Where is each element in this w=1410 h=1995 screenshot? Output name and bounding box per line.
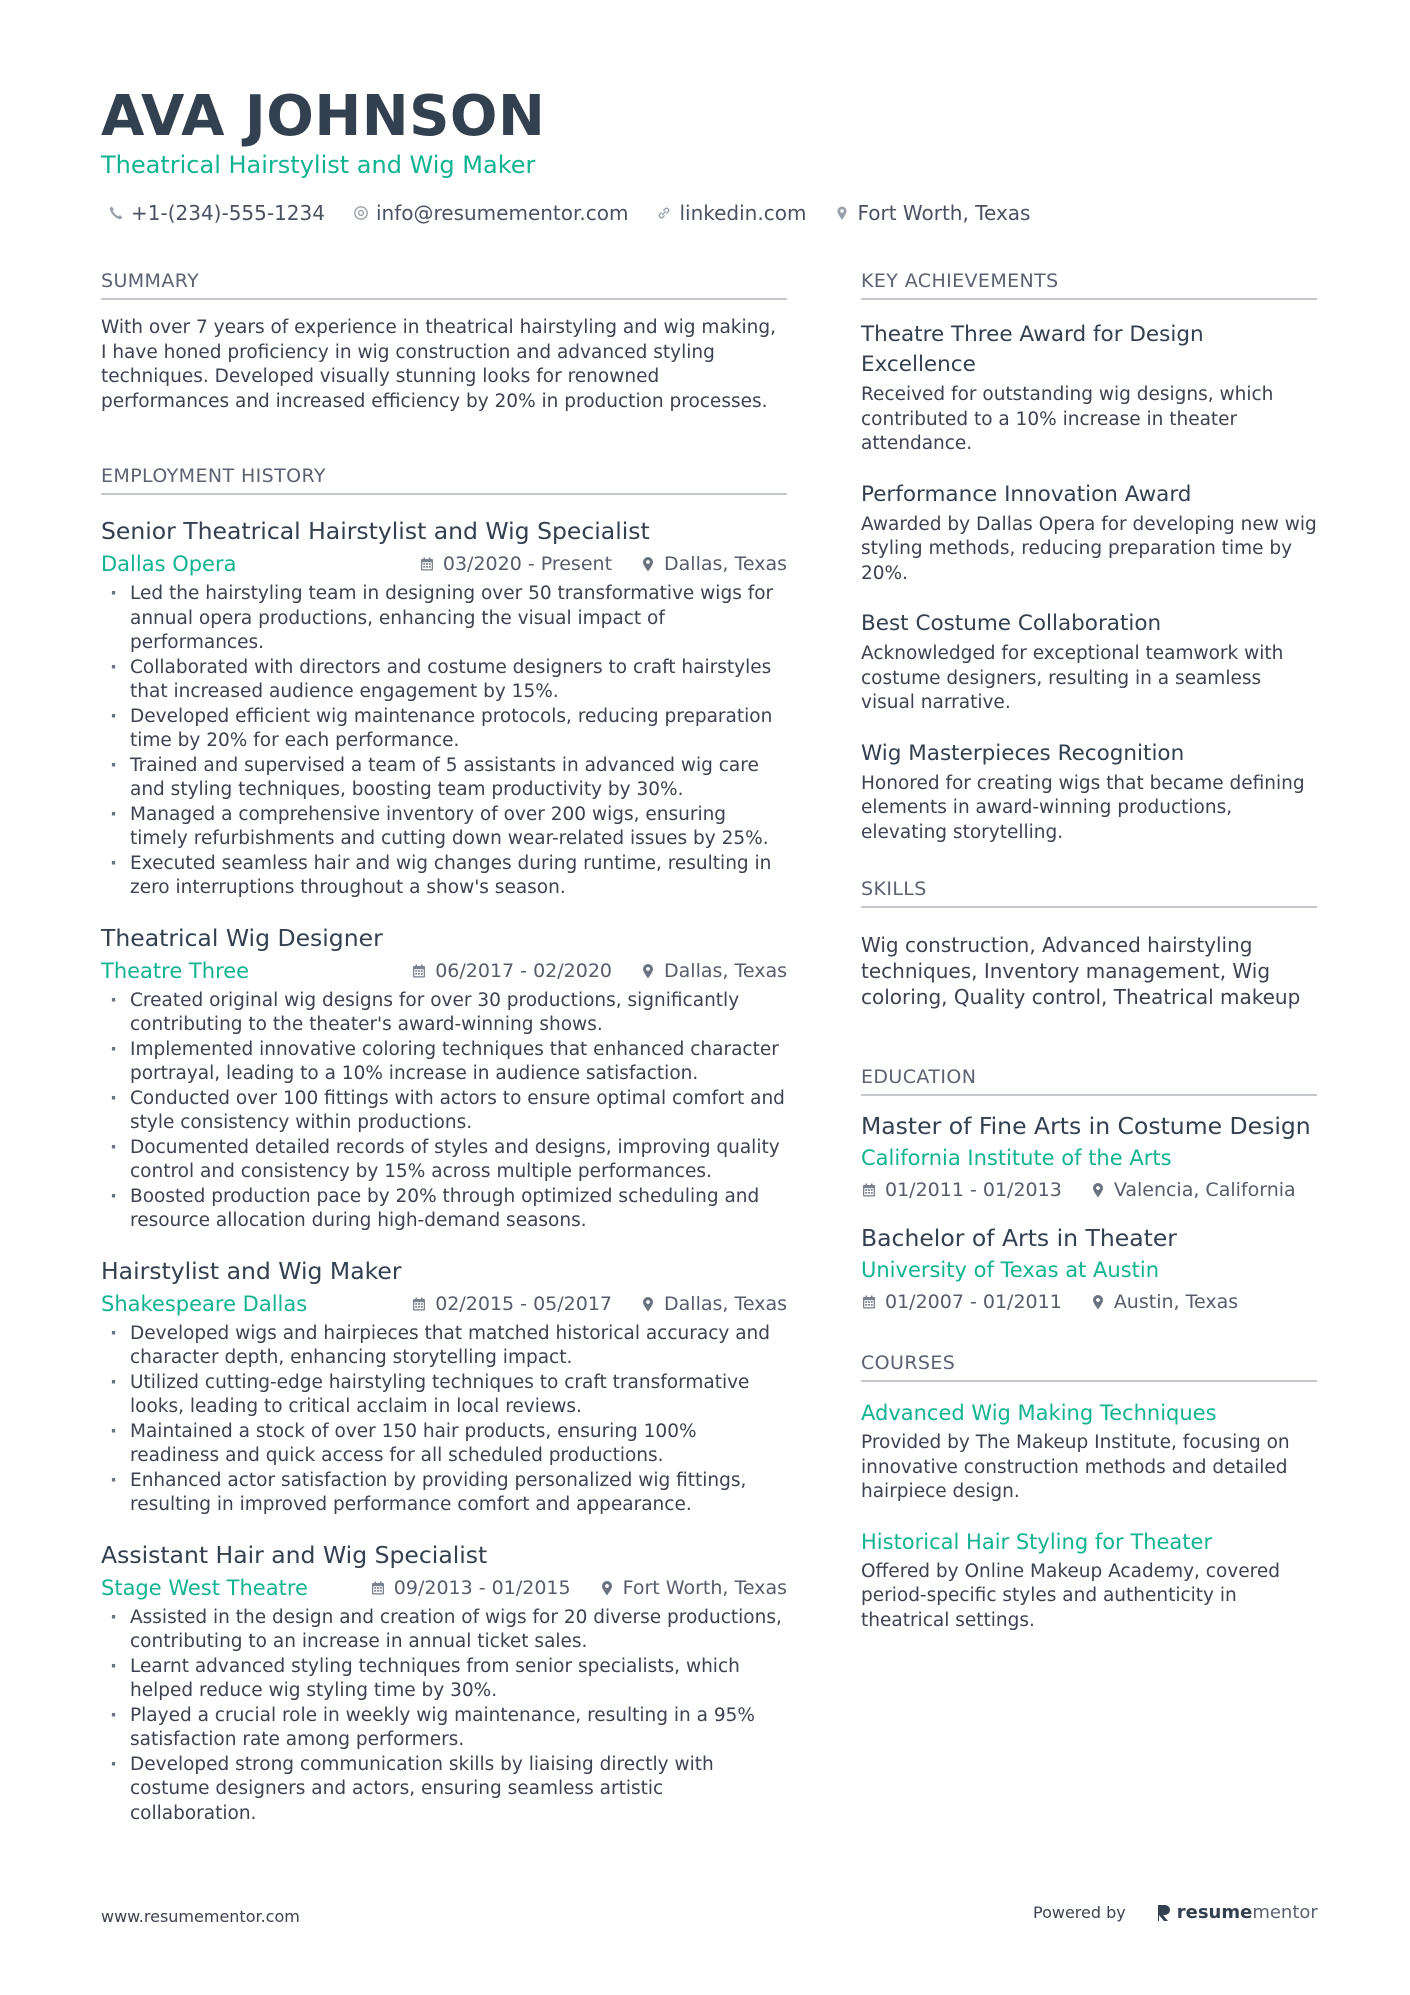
company-name: Shakespeare Dallas [101,1291,308,1316]
course-item [861,1398,1317,1505]
brand-mark-icon [1156,1903,1172,1923]
course-desc: Offered by Online Makeup Academy, covered period-specific styles and authenticity in theatrical settings. [861,1560,1280,1631]
job-dates-text: 02/2015 - 05/2017 [435,1292,613,1315]
bullet-item: · Conducted over 100 fittings with actors to ensure optimal comfort and style consistency within productions. [101,1087,787,1136]
education-location-text: Valencia, California [1113,1179,1296,1201]
education-item [861,1222,1317,1317]
at-icon [351,203,371,223]
job-title: Assistant Hair and Wig Specialist [101,1540,488,1569]
job-location [640,955,787,987]
education-location-text: Austin, Texas [1113,1291,1239,1313]
location-text: Fort Worth, Texas [857,201,1031,225]
skills-text: Wig construction, Advanced hairstyling techniques, Inventory management, Wig coloring, Quality control, Theatrical makeup [861,933,1301,1009]
bullet-item: · Maintained a stock of over 150 hair products, ensuring 100% readiness and quick access for all scheduled productions. [101,1420,787,1469]
bullet-item: · Developed wigs and hairpieces that matched historical accuracy and character depth, enhancing storytelling impact. [101,1322,787,1371]
summary-heading: SUMMARY [101,268,787,300]
achievement-item [861,609,1317,716]
map-pin-icon [832,203,852,223]
company-name: Theatre Three [101,958,250,983]
achievement-desc: Acknowledged for exceptional teamwork with costume designers, resulting in a seamless visual narrative. [861,643,1284,713]
left-column [101,268,787,1826]
achievement-item [861,480,1317,587]
education-degree: Master of Fine Arts in Costume Design [861,1112,1311,1140]
education-list [861,1110,1317,1317]
job-entry [101,1255,787,1518]
job-meta [101,955,787,987]
job-dates [419,548,612,580]
bullet-item: · Boosted production pace by 20% through optimized scheduling and resource allocation during high-demand seasons. [101,1185,787,1234]
education-meta [861,1287,1317,1317]
job-location [640,548,787,580]
company-name: Stage West Theatre [101,1575,308,1600]
calendar-icon [419,556,443,572]
bullet-item: · Documented detailed records of styles and designs, improving quality control and consistency by 15% across multiple performances. [101,1136,787,1185]
achievements-heading: KEY ACHIEVEMENTS [861,268,1317,300]
job-meta-right [370,1572,787,1604]
job-bullets [101,1606,787,1827]
job-list [101,515,787,1826]
map-pin-icon [599,1580,623,1596]
education-dates [861,1175,1062,1205]
summary-text: With over 7 years of experience in theatrical hairstyling and wig making, I have honed proficiency in wig construction and advanced styling techniques. Developed visually stunning looks for renowned performances and increased efficiency by 20% in production processes. [101,317,776,412]
calendar-icon [411,963,435,979]
education-meta [861,1175,1317,1205]
job-dates [411,1288,612,1320]
job-meta [101,548,787,580]
bullet-item: · Developed efficient wig maintenance protocols, reducing preparation time by 20% for each performance. [101,705,787,754]
powered-by-text: Powered by [1033,1903,1126,1922]
calendar-icon [861,1182,885,1198]
achievement-title: Wig Masterpieces Recognition [861,740,1185,766]
bullet-item: · Trained and supervised a team of 5 assistants in advanced wig care and styling techniques, boosting team productivity by 30%. [101,754,787,803]
candidate-name: AVA JOHNSON [101,84,546,149]
achievement-title: Best Costume Collaboration [861,611,1162,636]
skills-heading: SKILLS [861,876,1317,908]
bullet-item: · Developed strong communication skills by liaising directly with costume designers and actors, ensuring seamless artistic collaboration. [101,1753,787,1827]
email-text: info@resumementor.com [375,201,629,225]
education-dates-text: 01/2011 - 01/2013 [885,1179,1062,1201]
achievement-item [861,320,1317,457]
job-entry [101,515,787,901]
course-title: Advanced Wig Making Techniques [861,1401,1217,1425]
achievement-desc: Received for outstanding wig designs, which contributed to a 10% increase in theater attendance. [861,384,1274,454]
calendar-icon [861,1294,885,1310]
bullet-item: · Assisted in the design and creation of wigs for 20 diverse productions, contributing to an increase in annual ticket sales. [101,1606,787,1655]
contact-location [832,198,1030,228]
education-school: California Institute of the Arts [861,1146,1172,1170]
bullet-item: · Played a crucial role in weekly wig maintenance, resulting in a 95% satisfaction rate among performers. [101,1704,787,1753]
bullet-item: · Implemented innovative coloring techniques that enhanced character portrayal, leading to a 10% increase in audience satisfaction. [101,1038,787,1087]
bullet-item: · Utilized cutting-edge hairstyling techniques to craft transformative looks, leading to critical acclaim in local reviews. [101,1371,787,1420]
course-list [861,1398,1317,1633]
job-meta-right [411,1288,787,1320]
course-desc: Provided by The Makeup Institute, focusing on innovative construction methods and detailed hairpiece design. [861,1432,1290,1502]
job-meta-right [419,548,787,580]
achievement-desc: Honored for creating wigs that became defining elements in award-winning productions, elevating storytelling. [861,772,1305,843]
brand-accent: mentor [1252,1902,1318,1923]
job-bullets [101,1322,787,1518]
phone-text: +1-(234)-555-1234 [131,201,325,225]
job-meta [101,1572,787,1604]
job-entry [101,1539,787,1827]
job-location-text: Dallas, Texas [664,959,787,982]
calendar-icon [411,1296,435,1312]
job-dates [370,1572,571,1604]
contact-phone [106,198,325,228]
map-pin-icon [1090,1182,1114,1198]
bullet-item: · Learnt advanced styling techniques from senior specialists, which helped reduce wig styling time by 30%. [101,1655,787,1704]
contact-email [351,198,628,228]
footer-website: www.resumementor.com [101,1907,300,1926]
linkedin-text: linkedin.com [679,201,807,225]
job-location-text: Fort Worth, Texas [622,1576,787,1599]
job-title: Senior Theatrical Hairstylist and Wig Specialist [101,517,650,545]
education-dates [861,1287,1062,1317]
contact-linkedin [654,198,806,228]
employment-heading: EMPLOYMENT HISTORY [101,463,787,495]
job-dates-text: 09/2013 - 01/2015 [393,1576,571,1599]
job-title: Theatrical Wig Designer [101,923,383,952]
link-icon [654,203,674,223]
courses-heading: COURSES [861,1350,1317,1382]
job-bullets [101,582,787,901]
job-location [599,1572,787,1604]
job-location-text: Dallas, Texas [664,553,787,575]
map-pin-icon [640,1296,664,1312]
job-bullets [101,989,787,1234]
achievement-item [861,739,1317,846]
bullet-item: · Executed seamless hair and wig changes during runtime, resulting in zero interruptions throughout a show's season. [101,852,787,901]
bullet-item: · Created original wig designs for over 30 productions, significantly contributing to the theater's award-winning shows. [101,989,787,1038]
bullet-item: · Led the hairstyling team in designing over 50 transformative wigs for annual opera productions, enhancing the visual impact of performances. [101,582,787,656]
footer-powered [1033,1902,1318,1923]
achievement-desc: Awarded by Dallas Opera for developing new wig styling methods, reducing preparation time by 20%. [861,513,1317,584]
course-item [861,1527,1317,1634]
job-meta [101,1288,787,1320]
map-pin-icon [1090,1294,1114,1310]
achievement-title: Performance Innovation Award [861,481,1192,507]
achievement-list [861,320,1317,845]
brand-main: resume [1176,1902,1253,1923]
brand-logo [1156,1902,1318,1923]
job-location [640,1288,787,1320]
map-pin-icon [640,556,664,572]
bullet-item: · Collaborated with directors and costume designers to craft hairstyles that increased audience engagement by 15%. [101,656,787,705]
education-heading: EDUCATION [861,1064,1317,1096]
job-title: Hairstylist and Wig Maker [101,1256,402,1285]
phone-icon [106,203,126,223]
job-entry [101,922,787,1234]
bullet-item: · Managed a comprehensive inventory of over 200 wigs, ensuring timely refurbishments and cutting down wear-related issues by 25%. [101,803,787,852]
education-school: University of Texas at Austin [861,1258,1160,1282]
candidate-title: Theatrical Hairstylist and Wig Maker [101,151,536,179]
education-location [1090,1287,1238,1317]
education-item [861,1110,1317,1205]
calendar-icon [370,1580,394,1596]
achievement-title: Theatre Three Award for Design Excellence [861,322,1204,377]
job-dates [411,955,612,987]
right-column [861,268,1317,1633]
job-meta-right [411,955,787,987]
job-dates-text: 06/2017 - 02/2020 [435,959,613,982]
job-dates-text: 03/2020 - Present [442,553,613,575]
company-name: Dallas Opera [101,552,237,576]
education-degree: Bachelor of Arts in Theater [861,1224,1177,1252]
bullet-item: · Enhanced actor satisfaction by providing personalized wig fittings, resulting in improved performance comfort and appearance. [101,1469,787,1518]
contact-row [106,198,1056,228]
map-pin-icon [640,963,664,979]
course-title: Historical Hair Styling for Theater [861,1529,1213,1554]
job-location-text: Dallas, Texas [664,1292,787,1315]
education-location [1090,1175,1296,1205]
education-dates-text: 01/2007 - 01/2011 [885,1291,1062,1313]
